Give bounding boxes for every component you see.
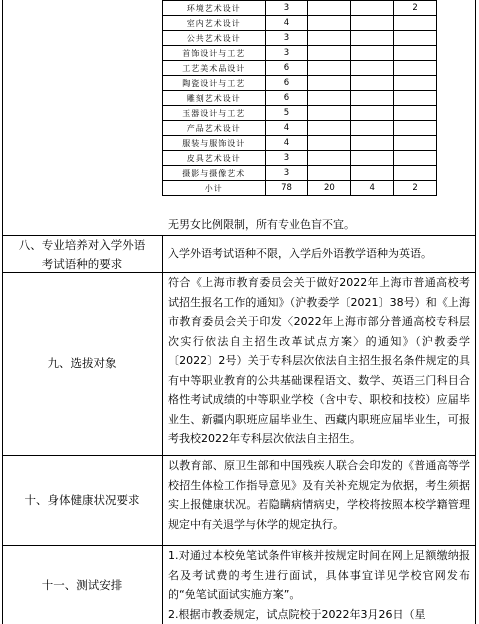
quota-cell (351, 16, 394, 31)
quota-cell (308, 16, 351, 31)
quota-cell (308, 151, 351, 166)
quota-cell (394, 106, 437, 121)
quota-cell: 3 (265, 166, 308, 181)
quota-cell (351, 46, 394, 61)
quota-cell: 4 (265, 136, 308, 151)
quota-cell (351, 121, 394, 136)
table-row (163, 151, 437, 166)
table-row (163, 91, 437, 106)
quota-cell (394, 16, 437, 31)
quota-cell (308, 166, 351, 181)
quota-cell: 3 (265, 151, 308, 166)
quota-cell (351, 91, 394, 106)
major-name-cell: 玉器设计与工艺 (163, 106, 266, 121)
quota-cell (394, 121, 437, 136)
quota-cell: 3 (265, 31, 308, 46)
quota-cell: 4 (265, 121, 308, 136)
major-name-cell: 雕刻艺术设计 (163, 91, 266, 106)
quota-cell (308, 46, 351, 61)
quota-cell (394, 61, 437, 76)
section-text-8: 入学外语考试语种不限，入学后外语教学语种为英语。 (168, 247, 432, 260)
table-row (163, 106, 437, 121)
quota-cell: 3 (265, 46, 308, 61)
quota-cell (308, 91, 351, 106)
quota-cell (308, 31, 351, 46)
table-row (163, 76, 437, 91)
section-text-11: 1.对通过本校免笔试条件审核并按规定时间在网上足额缴纳报名及考试费的考生进行面试，具体事宜详见学校官网发布的“免笔试面试实施方案”。 2.根据市教委规定，试点院校于2022年3月26日（星 (168, 549, 470, 621)
quota-cell: 20 (308, 181, 351, 196)
major-name-cell: 摄影与摄像艺术 (163, 166, 266, 181)
section-label-10: 十、身体健康状况要求 (24, 493, 140, 507)
quota-cell (394, 136, 437, 151)
quota-cell: 2 (394, 1, 437, 16)
major-name-cell: 工艺美术品设计 (163, 61, 266, 76)
table-row (163, 121, 437, 136)
quota-cell: 4 (351, 181, 394, 196)
major-name-cell: 服装与服饰设计 (163, 136, 266, 151)
quota-cell: 4 (265, 16, 308, 31)
subject-quota-table (162, 0, 437, 196)
table-note: 无男女比例限制，所有专业色盲不宜。 (168, 218, 355, 231)
quota-cell (394, 46, 437, 61)
quota-cell: 6 (265, 61, 308, 76)
quota-cell (351, 151, 394, 166)
major-name-cell: 环境艺术设计 (163, 1, 266, 16)
quota-cell: 5 (265, 106, 308, 121)
section-text-10: 以教育部、原卫生部和中国残疾人联合会印发的《普通高等学校招生体检工作指导意见》及有关补充规定为依据，考生须据实上报健康状况。若隐瞒病情病史，学校将按照本校学籍管理规定中有关退学与休学的规定执行。 (168, 459, 470, 531)
section-label-8: 八、专业培养对入学外语 考试语种的要求 (18, 238, 146, 271)
table-row (163, 61, 437, 76)
table-row (163, 136, 437, 151)
quota-cell (308, 76, 351, 91)
quota-cell (308, 121, 351, 136)
quota-cell (351, 76, 394, 91)
section-label-9: 九、选拔对象 (47, 356, 117, 370)
quota-cell (394, 166, 437, 181)
quota-cell (351, 166, 394, 181)
quota-cell (394, 76, 437, 91)
quota-cell (351, 136, 394, 151)
quota-cell (308, 106, 351, 121)
major-name-cell: 室内艺术设计 (163, 16, 266, 31)
table-row (163, 46, 437, 61)
quota-cell: 78 (265, 181, 308, 196)
quota-cell (308, 61, 351, 76)
quota-cell: 2 (394, 181, 437, 196)
table-row (163, 181, 437, 196)
major-name-cell: 皮具艺术设计 (163, 151, 266, 166)
quota-cell (308, 1, 351, 16)
section-text-9: 符合《上海市教育委员会关于做好2022年上海市普通高校考试招生报名工作的通知》（沪教委学〔2021〕38号）和《上海市教育委员会关于印发〈2022年上海市部分普通高校专科层次实行依法自主招生改革试点方案〉的通知》（沪教委学〔2022〕2号）关于专科层次依法自主招生报名条件规定的具有中等职业教育的公共基础课程语文、数学、英语三门科目合格性考试成绩的中等职业学校（含中专、职校和技校）应届毕业生、新疆内职班应届毕业生、西藏内职班应届毕业生，可报考我校2022年专科层次依法自主招生。 (168, 276, 470, 445)
quota-cell (394, 151, 437, 166)
major-name-cell: 陶瓷设计与工艺 (163, 76, 266, 91)
table-row (163, 1, 437, 16)
quota-cell (394, 91, 437, 106)
quota-cell (351, 1, 394, 16)
column-divider (162, 235, 163, 624)
quota-cell: 3 (265, 1, 308, 16)
major-name-cell: 首饰设计与工艺 (163, 46, 266, 61)
major-name-cell: 公共艺术设计 (163, 31, 266, 46)
quota-cell (308, 136, 351, 151)
table-row (163, 16, 437, 31)
major-name-cell: 小计 (163, 181, 266, 196)
quota-cell (351, 61, 394, 76)
quota-cell (394, 31, 437, 46)
quota-cell: 6 (265, 76, 308, 91)
table-row (163, 31, 437, 46)
major-name-cell: 产品艺术设计 (163, 121, 266, 136)
quota-cell (351, 106, 394, 121)
section-label-11: 十一、测试安排 (41, 578, 123, 592)
quota-cell: 6 (265, 91, 308, 106)
table-row (163, 166, 437, 181)
quota-cell (351, 31, 394, 46)
